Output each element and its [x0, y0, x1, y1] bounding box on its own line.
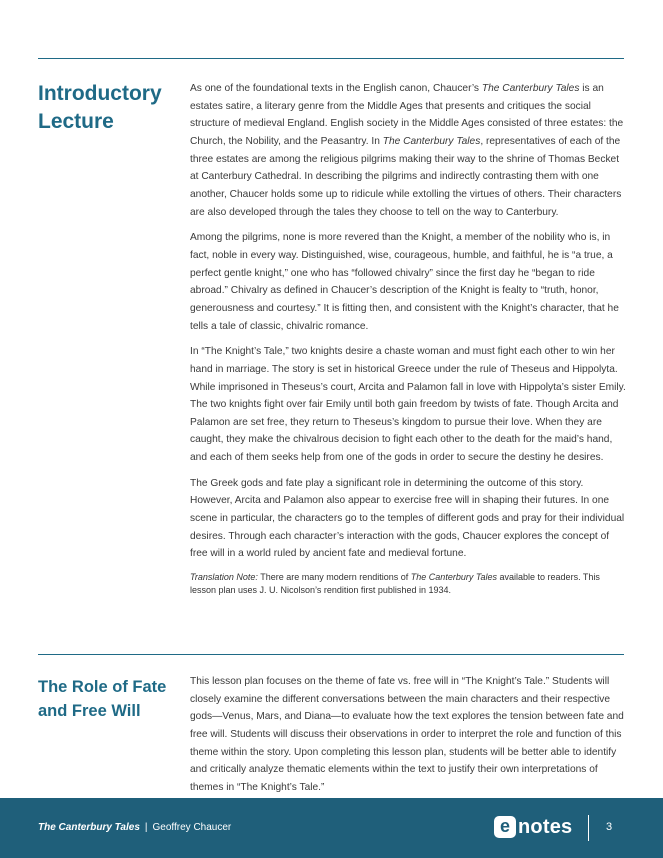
section-title-line-1: The Role of Fate	[38, 678, 167, 696]
paragraph: Among the pilgrims, none is more revered than the Knight, a member of the nobility who is, in fact, noble in every way. Distinguished, wise, courageous, humble, and faithful, he is “a true, a perfect gentle knight,” one who has “followed chivalry” since the first day he “began to ride abroad.” Chivalry as defined in Chaucer’s description of the Knight is fealty to “truth, honor, generousness and courtesy.” It is fitting then, and consistent with the Knight’s character, that he tells a tale of classic, chivalric romance.	[190, 232, 619, 332]
logo-e-icon: e	[494, 816, 516, 838]
section-title-line-1: Introductory	[38, 82, 162, 105]
section-title-line-2: and Free Will	[38, 702, 141, 720]
paragraph: As one of the foundational texts in the English canon, Chaucer’s The Canterbury Tales is an estates satire, a literary genre from the Middle Ages that presents and critiques the social structure of medieval England. English society in the Middle Ages consisted of three estates: the Church, the Nobility, and the Peasantry. In The Canterbury Tales, representatives of each of the three estates are among the religious pilgrims making their way to the shrine of Thomas Becket at Canterbury Cathedral. In describing the pilgrims and indirectly contrasting them with one another, Chaucer holds some up to ridicule while extolling the virtues of others. Their characters are also developed through the tales they choose to tell on the way to Canterbury.	[190, 83, 624, 218]
translation-note-label: Translation Note:	[190, 572, 258, 583]
footer-bar	[0, 798, 663, 858]
book-title-italic: The Canterbury Tales	[481, 83, 580, 94]
footer-citation	[38, 822, 231, 834]
section-divider-rule	[38, 654, 624, 655]
enotes-logo	[494, 815, 572, 839]
section-title-line-2: Lecture	[38, 110, 114, 133]
fate-free-will-body	[190, 673, 626, 805]
translation-note: Translation Note: There are many modern renditions of The Canterbury Tales available to readers. This lesson plan uses J. U. Nicolson’s rendition first published in 1934.	[190, 572, 600, 596]
section-title-introductory-lecture	[38, 80, 178, 136]
footer-book-title: The Canterbury Tales	[38, 822, 140, 833]
footer-separator: |	[144, 822, 148, 833]
book-title-italic: The Canterbury Tales	[382, 135, 481, 147]
paragraph: This lesson plan focuses on the theme of fate vs. free will in “The Knight’s Tale.” Students will closely examine the different conversations between the main characters and their respective gods—Venus, Mars, and Diana—to evaluate how the text explores the tension between fate and free will. Students will discuss their observations in order to interpret the role and function of this theme within the story. Upon completing this lesson plan, students will be better able to identify and critically analyze thematic elements within the text to justify their own interpretations of themes in “The Knight’s Tale.”	[190, 676, 624, 793]
paragraph: The Greek gods and fate play a significant role in determining the outcome of this story. However, Arcita and Palamon also appear to exercise free will in shaping their futures. In one scene in particular, the characters go to the temples of different gods and pray for their individual desires. Through each character’s interaction with the gods, Chaucer explores the concept of free will in a world ruled by ancient fate and medieval fortune.	[190, 477, 625, 560]
logo-text: notes	[518, 816, 573, 838]
top-rule	[38, 58, 624, 59]
footer-divider	[588, 815, 589, 841]
footer-author: Geoffrey Chaucer	[152, 822, 232, 833]
section-title-fate-free-will	[38, 675, 178, 723]
page-number: 3	[606, 821, 613, 833]
paragraph: In “The Knight’s Tale,” two knights desire a chaste woman and must fight each other to win her hand in marriage. The story is set in historical Greece under the rule of Theseus and Hippolyta. While imprisoned in Theseus’s court, Arcita and Palamon fall in love with Hippolyta’s sister Emily. The two knights fight over fair Emily until both gain freedom by twists of fate. Though Arcita and Palamon are set free, they return to Theseus’s kingdom to pursue their love. When they are caught, they make the chivalrous decision to fight each other to the death for the maid’s hand, and each of them seeks help from one of the gods in order to secure the destiny he desires.	[190, 346, 626, 464]
introductory-lecture-body	[190, 80, 626, 597]
